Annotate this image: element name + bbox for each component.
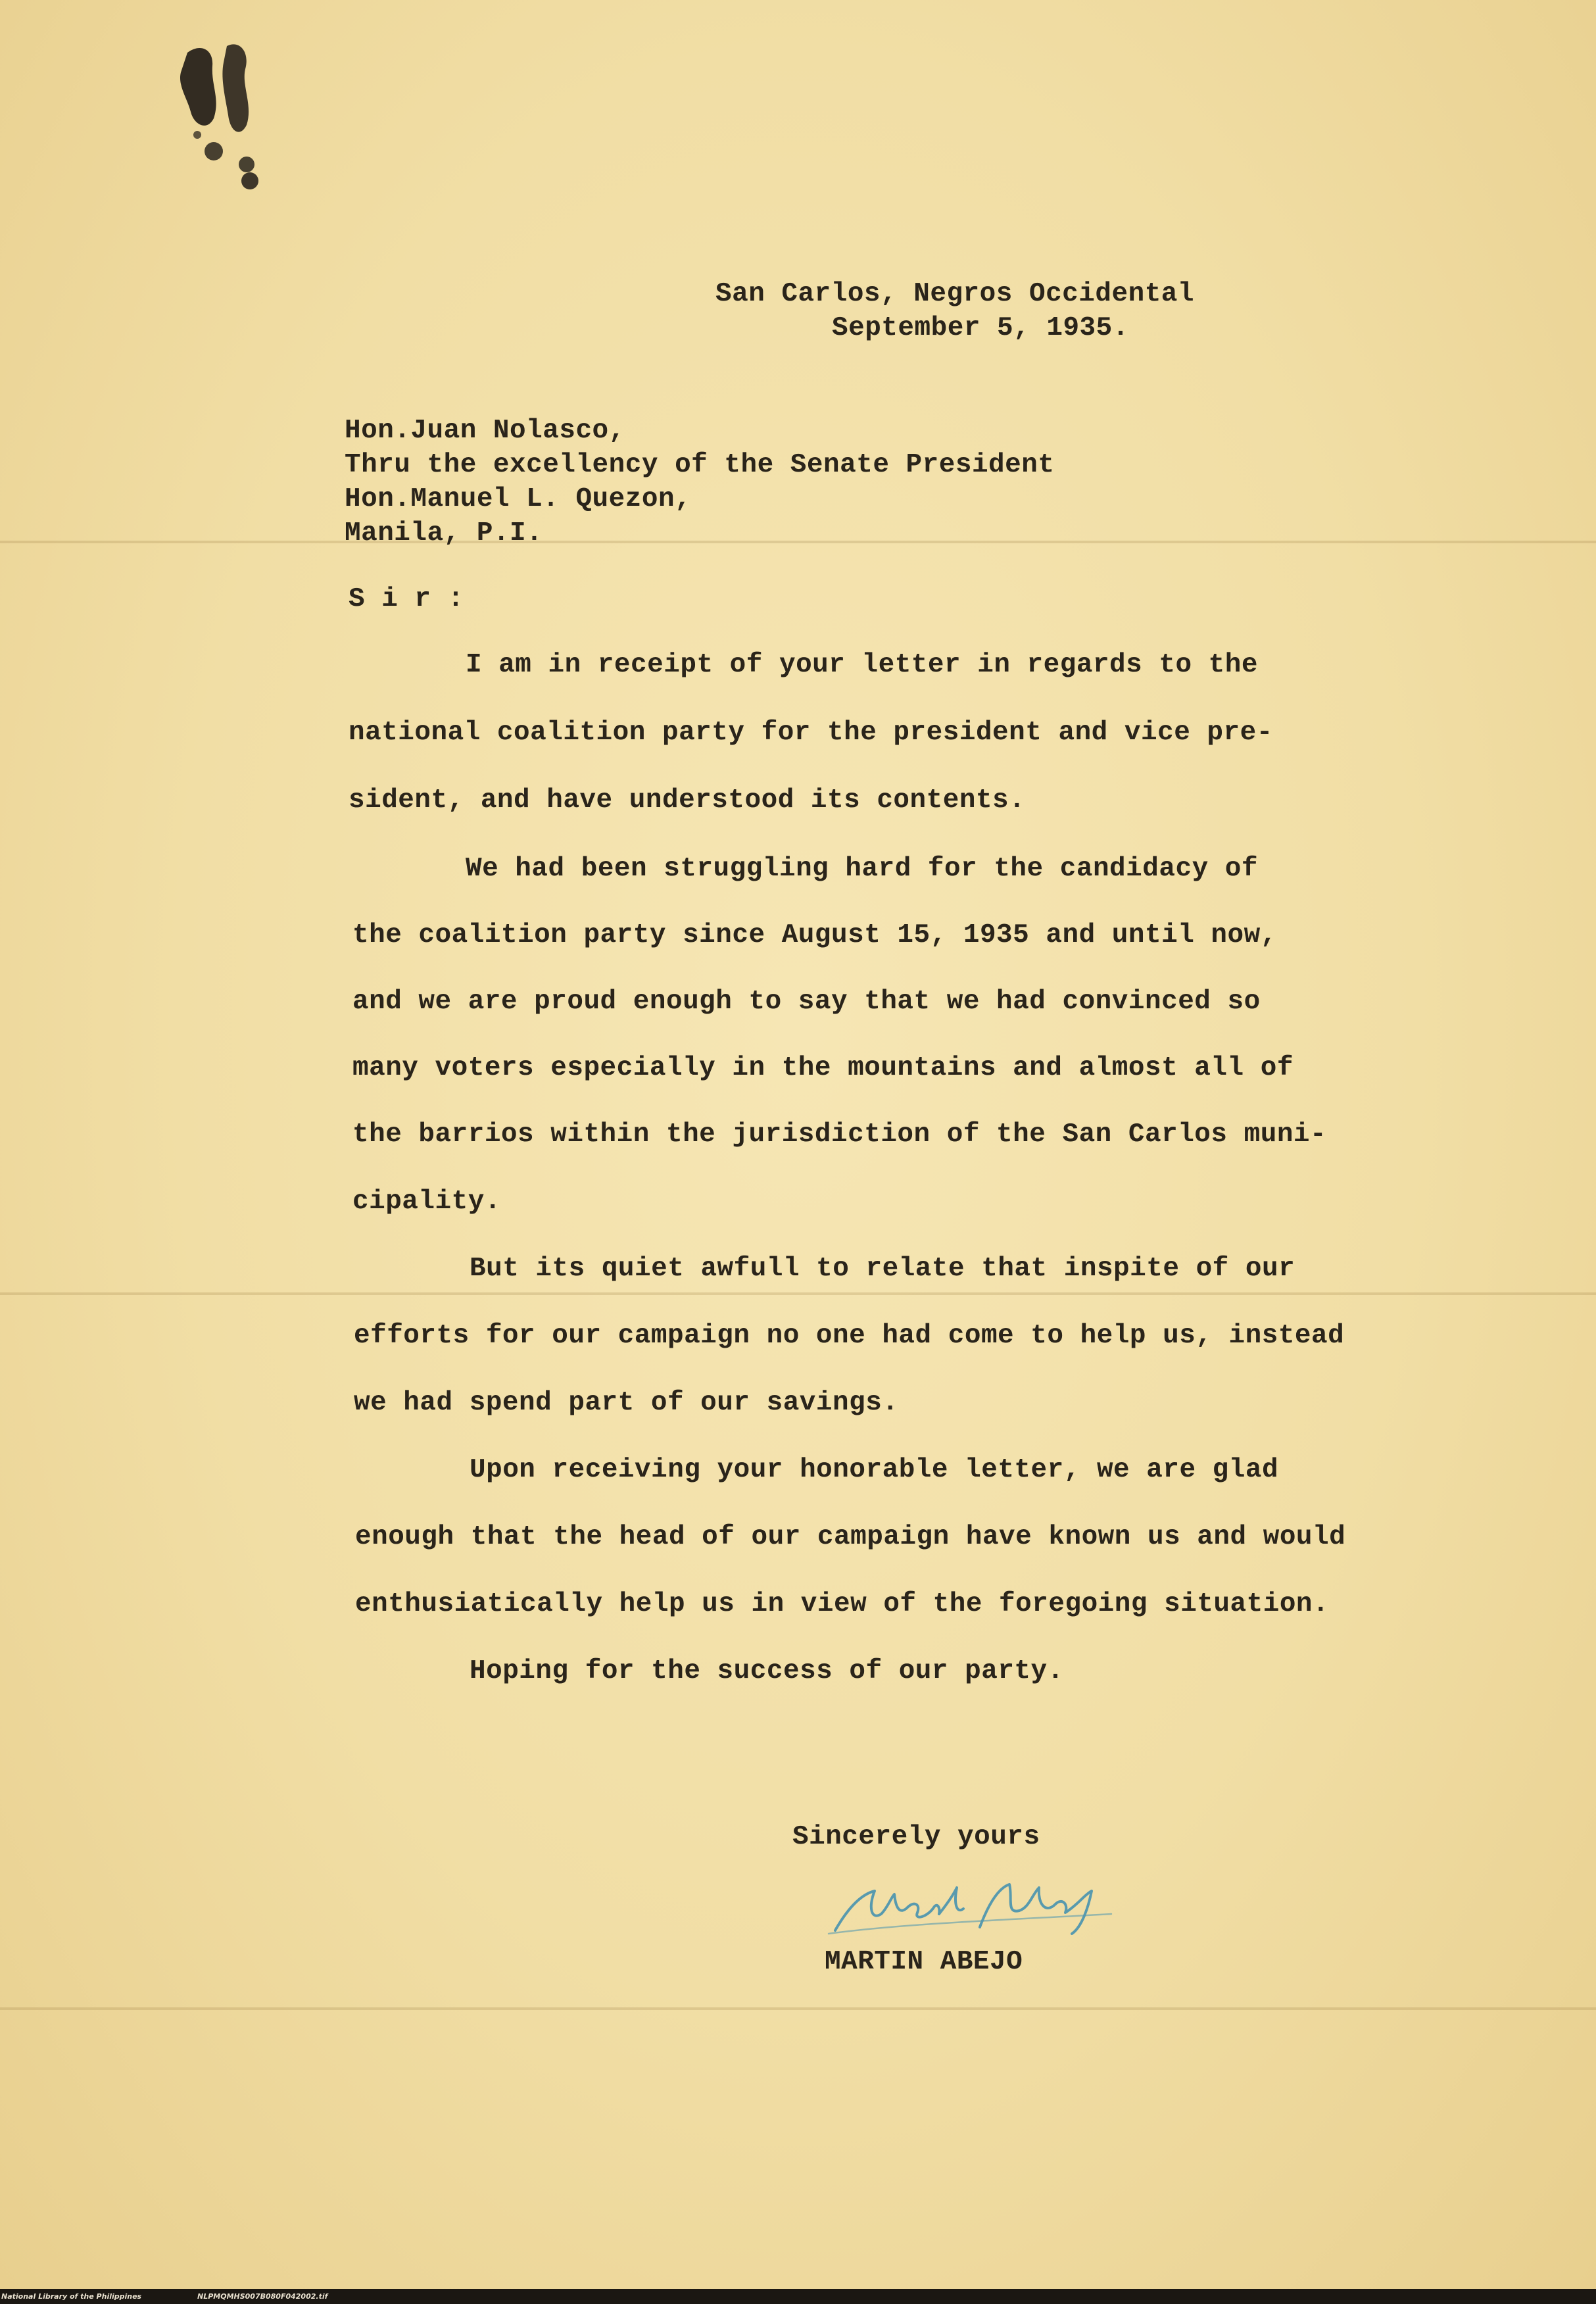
paragraph-line: the coalition party since August 15, 1935 and until now,: [352, 920, 1277, 950]
recipient-line: Manila, P.I.: [345, 518, 543, 549]
fold-crease: [0, 1292, 1596, 1295]
paragraph-line: we had spend part of our savings.: [354, 1388, 899, 1418]
letter-place: San Carlos, Negros Occidental: [715, 279, 1195, 309]
recipient-line: Hon.Juan Nolasco,: [345, 416, 625, 446]
paragraph-line: national coalition party for the president and vice pre-: [349, 718, 1273, 748]
salutation: S i r :: [349, 584, 464, 614]
paragraph-line: Hoping for the success of our party.: [470, 1656, 1064, 1686]
paragraph-line: Upon receiving your honorable letter, we are glad: [470, 1455, 1279, 1485]
paragraph-line: enough that the head of our campaign have known us and would: [355, 1522, 1346, 1552]
archive-file-id: NLPMQMHS007B080F042002.tif: [197, 2292, 328, 2301]
paragraph-line: many voters especially in the mountains and almost all of: [352, 1053, 1294, 1083]
paragraph-line: I am in receipt of your letter in regards to the: [466, 650, 1258, 680]
paragraph-line: and we are proud enough to say that we had convinced so: [352, 987, 1261, 1017]
paragraph-line: enthusiatically help us in view of the foregoing situation.: [355, 1589, 1330, 1619]
handwritten-signature: [822, 1868, 1124, 1947]
paragraph-line: the barrios within the jurisdiction of the San Carlos muni-: [352, 1119, 1327, 1150]
paragraph-line: efforts for our campaign no one had come to help us, instead: [354, 1321, 1345, 1351]
letter-date: September 5, 1935.: [832, 313, 1129, 343]
paragraph-line: But its quiet awfull to relate that inspite of our: [470, 1254, 1295, 1284]
archive-library-label: National Library of the Philippines: [1, 2292, 142, 2301]
signatory-name: MARTIN ABEJO: [825, 1947, 1023, 1977]
fold-crease: [0, 541, 1596, 543]
paragraph-line: We had been struggling hard for the candidacy of: [466, 854, 1258, 884]
ink-blot-mark: [168, 39, 286, 197]
recipient-line: Thru the excellency of the Senate President: [345, 450, 1055, 480]
paragraph-line: sident, and have understood its contents.: [349, 785, 1026, 816]
closing: Sincerely yours: [792, 1822, 1040, 1852]
fold-crease: [0, 2007, 1596, 2010]
recipient-line: Hon.Manuel L. Quezon,: [345, 484, 692, 514]
paragraph-line: cipality.: [352, 1187, 501, 1217]
